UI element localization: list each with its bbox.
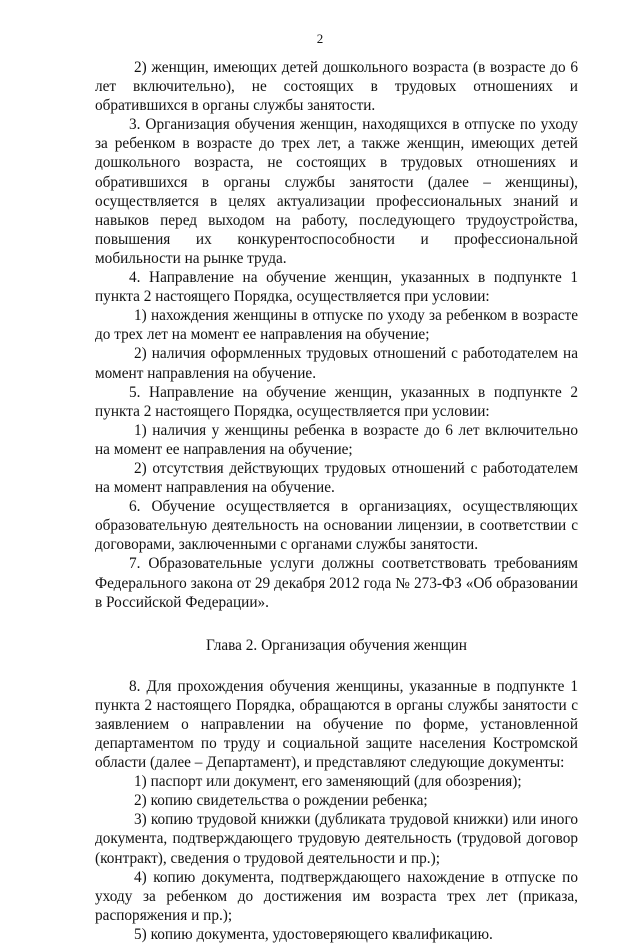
section-general-provisions	[95, 58, 578, 612]
paragraph: 2) копию свидетельства о рождении ребенка;	[134, 792, 428, 810]
paragraph: 2) отсутствия действующих трудовых отношений с работодателем на момент направления на обучение.	[95, 459, 578, 497]
paragraph: 4) копию документа, подтверждающего нахождение в отпуске по уходу за ребенком до достижения им возраста трех лет (приказа, распоряжения и пр.);	[95, 868, 578, 924]
paragraph: 1) паспорт или документ, его заменяющий (для обозрения);	[134, 773, 522, 791]
document-body	[95, 58, 578, 944]
paragraph: 5. Направление на обучение женщин, указанных в подпункте 2 пункта 2 настоящего Порядка, осуществляется при условии:	[95, 383, 578, 420]
page-number: 2	[316, 31, 324, 46]
paragraph: 8. Для прохождения обучения женщины, указанные в подпункте 1 пункта 2 настоящего Порядка, обращаются в органы службы занятости с заявлением о направлении на обучение по форме, установленной департаментом по труду и социальной защите населения Костромской области (далее – Департамент), и представляют следующие документы:	[95, 677, 578, 772]
paragraph: 3. Организация обучения женщин, находящихся в отпуске по уходу за ребенком в возрасте до трех лет, а также женщин, имеющих детей дошкольного возраста, не состоящих в трудовых отношениях и обратившихся в органы службы занятости (далее – женщины), осуществляется в целях актуализации профессиональных знаний и навыков перед выходом на работу, последующего трудоустройства, повышения их конкурентоспособности и профессиональной мобильности на рынке труда.	[95, 116, 578, 267]
paragraph: 6. Обучение осуществляется в организациях, осуществляющих образовательную деятельность на основании лицензии, в соответствии с договорами, заключенными с органами службы занятости.	[95, 498, 578, 554]
paragraph: 2) женщин, имеющих детей дошкольного возраста (в возрасте до 6 лет включительно), не состоящих в трудовых отношениях и обратившихся в органы службы занятости.	[95, 59, 578, 115]
paragraph: 4. Направление на обучение женщин, указанных в подпункте 1 пункта 2 настоящего Порядка, осуществляется при условии:	[95, 269, 578, 306]
paragraph: 7. Образовательные услуги должны соответствовать требованиям Федерального закона от 29 декабря 2012 года № 273-ФЗ «Об образовании в Российской Федерации».	[95, 555, 578, 611]
chapter-heading: Глава 2. Организация обучения женщин	[206, 636, 467, 654]
paragraph: 2) наличия оформленных трудовых отношений с работодателем на момент направления на обучение.	[95, 345, 578, 382]
paragraph: 1) наличия у женщины ребенка в возрасте до 6 лет включительно на момент ее направления на обучение;	[95, 421, 578, 458]
paragraph: 1) нахождения женщины в отпуске по уходу за ребенком в возрасте до трех лет на момент ее направления на обучение;	[95, 307, 578, 344]
paragraph: 3) копию трудовой книжки (дубликата трудовой книжки) или иного документа, подтверждающего трудовую деятельность (трудовой договор (контракт), сведения о трудовой деятельности и пр.);	[95, 811, 578, 867]
section-organization	[95, 677, 578, 944]
paragraph: 5) копию документа, удостоверяющего квалификацию.	[134, 925, 493, 943]
